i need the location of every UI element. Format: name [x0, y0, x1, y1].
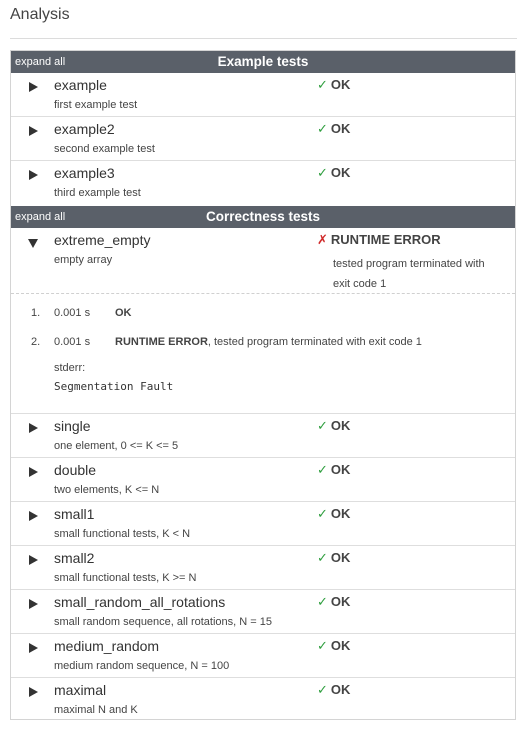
test-row-example3[interactable] [11, 161, 515, 205]
stderr-output: Segmentation Fault [54, 380, 174, 393]
check-icon: ✓ [317, 77, 328, 92]
run-number: 1. [31, 307, 41, 319]
test-desc: third example test [54, 187, 141, 199]
test-row-small2[interactable] [11, 546, 515, 590]
check-icon: ✓ [317, 462, 328, 477]
test-status [317, 682, 350, 698]
run-number: 2. [31, 336, 41, 348]
test-status [317, 550, 350, 566]
test-row-medium-random[interactable] [11, 634, 515, 678]
test-name[interactable]: single [54, 418, 91, 434]
test-name[interactable]: extreme_empty [54, 232, 151, 248]
check-icon: ✓ [317, 638, 328, 653]
status-label: OK [330, 682, 351, 697]
triangle-right-icon[interactable] [29, 687, 38, 697]
status-label: OK [330, 462, 351, 477]
check-icon: ✓ [317, 121, 328, 136]
triangle-right-icon[interactable] [29, 170, 38, 180]
check-icon: ✓ [317, 418, 328, 433]
analysis-panel [10, 50, 516, 720]
correctness-tests-header [11, 206, 515, 228]
check-icon: ✓ [317, 594, 328, 609]
check-icon: ✓ [317, 550, 328, 565]
test-details [11, 293, 515, 414]
triangle-right-icon[interactable] [29, 467, 38, 477]
example-tests-header [11, 51, 515, 73]
status-label: OK [330, 77, 351, 92]
run-time: 0.001 s [54, 307, 91, 319]
test-name[interactable]: example2 [54, 121, 115, 137]
test-status [317, 121, 350, 137]
test-name[interactable]: small1 [54, 506, 95, 522]
run-result [115, 307, 132, 319]
status-detail: tested program terminated with exit code 1 [333, 258, 485, 290]
check-icon: ✓ [317, 506, 328, 521]
test-status [317, 77, 350, 93]
status-label: OK [330, 638, 351, 653]
triangle-right-icon[interactable] [29, 82, 38, 92]
test-desc: medium random sequence, N = 100 [54, 660, 230, 672]
triangle-down-icon[interactable] [28, 239, 38, 248]
status-label: OK [330, 165, 351, 180]
test-desc: one element, 0 <= K <= 5 [54, 440, 179, 452]
test-desc: two elements, K <= N [54, 484, 160, 496]
check-icon: ✓ [317, 165, 328, 180]
test-desc: small functional tests, K >= N [54, 572, 197, 584]
run-result [115, 336, 422, 348]
test-name[interactable]: maximal [54, 682, 107, 698]
test-desc: small functional tests, K < N [54, 528, 191, 540]
test-row-extreme-empty[interactable] [11, 228, 515, 293]
test-status [317, 232, 441, 248]
expand-all-link[interactable]: expand all [15, 56, 66, 68]
check-icon: ✓ [317, 682, 328, 697]
test-name[interactable]: double [54, 462, 97, 478]
test-name[interactable]: small2 [54, 550, 95, 566]
test-status [317, 165, 350, 181]
run-result-status: RUNTIME ERROR [115, 336, 208, 348]
test-row-double[interactable] [11, 458, 515, 502]
stderr-label: stderr: [54, 362, 86, 374]
test-name[interactable]: medium_random [54, 638, 160, 654]
test-name[interactable]: example3 [54, 165, 115, 181]
test-name[interactable]: example [54, 77, 107, 93]
run-result-detail: , tested program terminated with exit code 1 [207, 336, 422, 348]
test-status [317, 594, 350, 610]
triangle-right-icon[interactable] [29, 423, 38, 433]
test-status [317, 462, 350, 478]
status-label: OK [330, 550, 351, 565]
status-label: RUNTIME ERROR [330, 232, 441, 247]
test-desc: maximal N and K [54, 704, 138, 716]
test-desc: empty array [54, 254, 113, 266]
triangle-right-icon[interactable] [29, 643, 38, 653]
run-time: 0.001 s [54, 336, 91, 348]
triangle-right-icon[interactable] [29, 555, 38, 565]
test-desc: small random sequence, all rotations, N = 15 [54, 616, 272, 628]
test-status [317, 506, 350, 522]
test-status [317, 418, 350, 434]
test-row-example[interactable] [11, 73, 515, 117]
status-label: OK [330, 121, 351, 136]
cross-icon: ✗ [317, 232, 328, 247]
group-title: Correctness tests [205, 209, 321, 224]
page-title: Analysis [10, 6, 70, 23]
triangle-right-icon[interactable] [29, 126, 38, 136]
status-label: OK [330, 418, 351, 433]
expand-all-link[interactable]: expand all [15, 211, 66, 223]
test-row-maximal[interactable] [11, 678, 515, 719]
triangle-right-icon[interactable] [29, 511, 38, 521]
test-desc: first example test [54, 99, 138, 111]
test-row-single[interactable] [11, 414, 515, 458]
group-title: Example tests [217, 54, 309, 69]
test-row-small1[interactable] [11, 502, 515, 546]
title-divider [10, 38, 517, 39]
run-result-status: OK [115, 307, 132, 319]
test-row-small-random-all-rotations[interactable] [11, 590, 515, 634]
test-desc: second example test [54, 143, 155, 155]
triangle-right-icon[interactable] [29, 599, 38, 609]
test-name[interactable]: small_random_all_rotations [54, 594, 226, 610]
test-status [317, 638, 350, 654]
status-label: OK [330, 506, 351, 521]
status-label: OK [330, 594, 351, 609]
test-row-example2[interactable] [11, 117, 515, 161]
